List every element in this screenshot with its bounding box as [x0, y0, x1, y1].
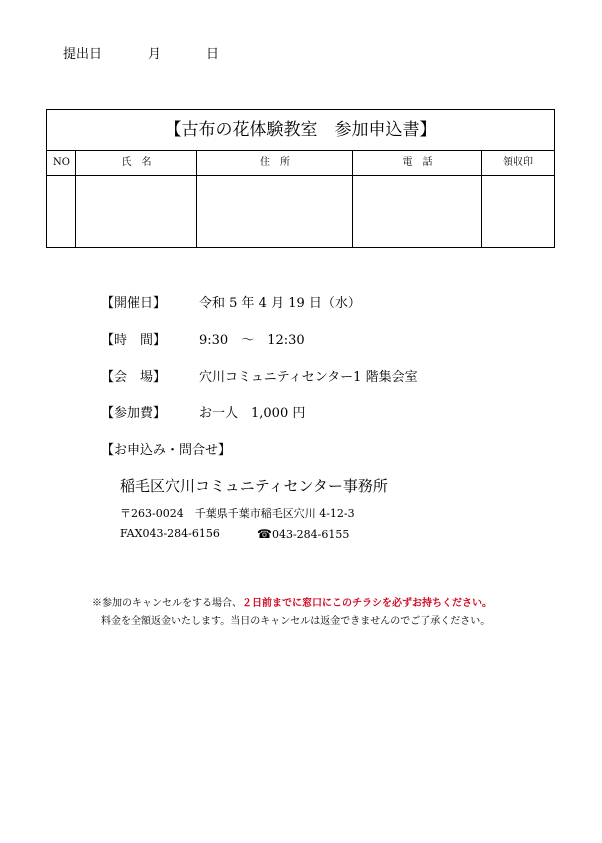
time-value: 9:30 ～ 12:30 [199, 333, 305, 348]
phone-field[interactable] [353, 177, 481, 247]
office-name: 稲毛区穴川コミュニティセンター事務所 [120, 477, 388, 495]
office-fax: FAX043-284-6156 [120, 527, 220, 540]
date-value: 令和 5 年 4 月 19 日（水） [199, 296, 361, 311]
cancellation-note-line2: 料金を全額返金いたします。当日のキャンセルは返金できませんのでご了承ください。 [101, 616, 491, 627]
time-label: 【時 間】 [101, 333, 167, 348]
column-header-no: NO [53, 157, 70, 168]
venue-label: 【会 場】 [101, 370, 167, 385]
phone-icon: ☎ [257, 527, 272, 541]
application-form-table [46, 109, 555, 248]
form-header-row [47, 151, 554, 176]
submission-date-label: 提出日 [63, 47, 103, 62]
office-address: 〒263-0024 千葉県千葉市稲毛区穴川 4-12-3 [120, 507, 355, 520]
office-phone-line [257, 527, 349, 542]
name-field[interactable] [76, 177, 196, 247]
date-label: 【開催日】 [101, 296, 167, 311]
fee-value: お一人 1,000 円 [199, 406, 306, 421]
column-divider [481, 151, 482, 247]
submission-month-label: 月 [148, 47, 162, 62]
form-title: 【古布の花体験教室 参加申込書】 [47, 110, 554, 151]
contact-label: 【お申込み・問合せ】 [101, 443, 232, 458]
address-field[interactable] [197, 177, 352, 247]
cancellation-note-line1 [92, 597, 492, 610]
cancellation-note-prefix: ※参加のキャンセルをする場合、 [92, 598, 242, 609]
column-header-name: 氏 名 [121, 157, 152, 168]
fee-label: 【参加費】 [101, 406, 167, 421]
office-phone: 043-284-6155 [271, 528, 350, 541]
column-header-address: 住 所 [260, 157, 290, 168]
venue-value: 穴川コミュニティセンター1 階集会室 [199, 370, 418, 385]
column-header-receipt-stamp: 領収印 [503, 157, 533, 168]
column-header-phone: 電 話 [402, 157, 433, 168]
submission-day-label: 日 [206, 47, 220, 62]
cancellation-note-highlight: ２日前までに窓口にこのチラシを必ずお持ちください。 [242, 598, 492, 609]
